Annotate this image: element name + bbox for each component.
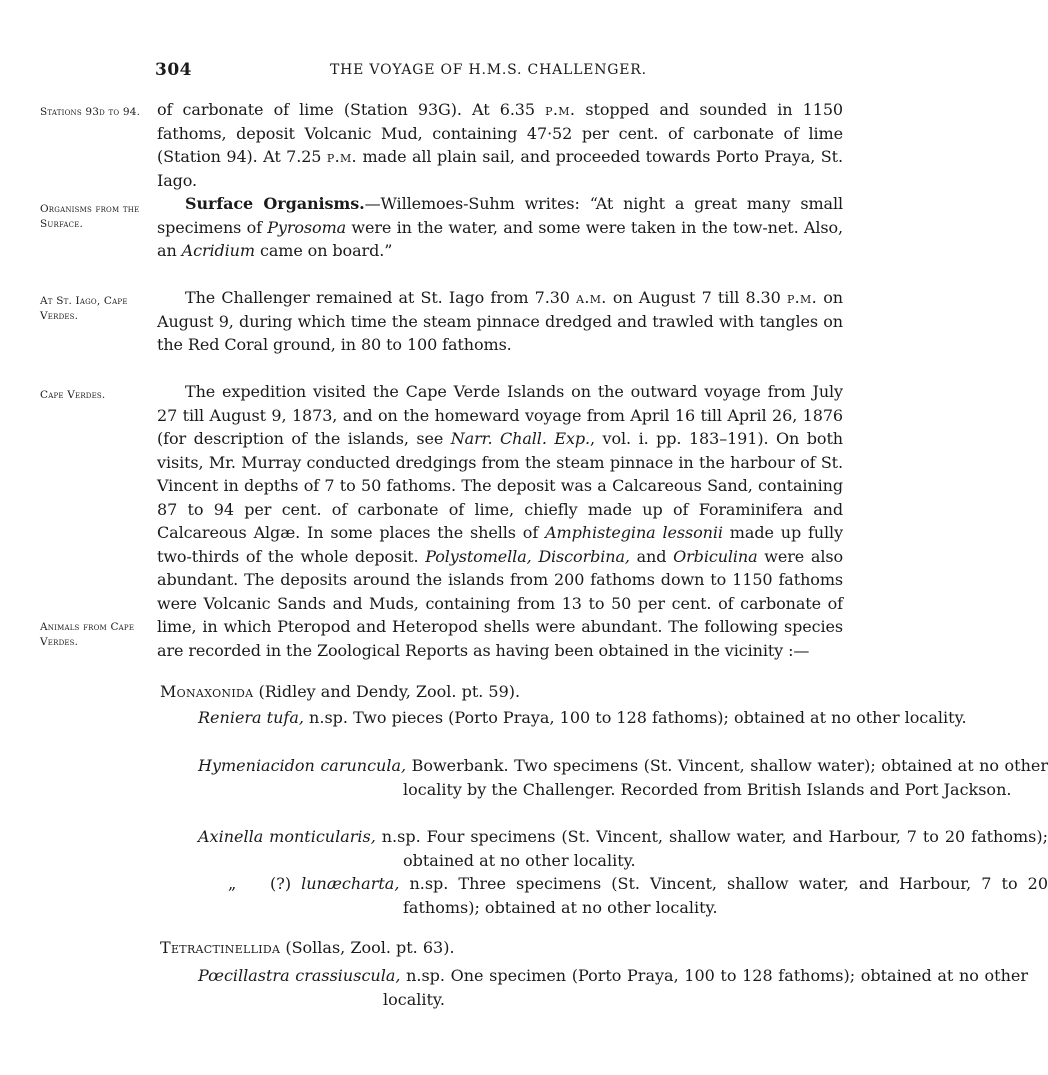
paragraph-cape-verdes: The expedition visited the Cape Verde Islands on the outward voyage from July 27 till August 9, 1873, and on the homeward voyage from April 16 till April 26, 1876 (for description of the islands, see Narr. Chall. Exp., vol. i. pp. 183–191). On both visits, Mr. Murray conducted dredgings from the steam pinnace in the harbour of St. Vincent in depths of 7 to 50 fathoms. The deposit was a Calcareous Sand, containing 87 to 94 per cent. of carbonate of lime, chiefly made up of Foraminifera and Calcareous Algæ. In some places the shells of Amphistegina lessonii made up fully two-thirds of the whole deposit. Polystomella, Discorbina, and Orbiculina were also abundant. The deposits around the islands from 200 fathoms down to 1150 fathoms were Volcanic Sands and Muds, containing from 13 to 50 per cent. of carbonate of lime, in which Pteropod and Heteropod shells were abundant. The following species are recorded in the Zoological Reports as having been obtained in the vicinity :— — [157, 382, 844, 660]
species-entry: Axinella monticularis, n.sp. Four specimens (St. Vincent, shallow water, and Harbour, 7 to 20 fathoms); obtained at no other locality. — [198, 827, 1048, 870]
section-heading: Surface Organisms. — [185, 194, 365, 213]
running-title: THE VOYAGE OF H.M.S. CHALLENGER. — [330, 62, 647, 78]
margin-note-st-iago: At St. Iago, Cape Verdes. — [40, 295, 128, 322]
margin-note-stations: Stations 93d to 94. — [40, 106, 141, 118]
page-number: 304 — [155, 60, 192, 80]
paragraph-stations: of carbonate of lime (Station 93G). At 6.35 p.m. stopped and sounded in 1150 fathoms, deposit Volcanic Mud, containing 47·52 per cent. of carbonate of lime (Station 94). At 7.25 p.m. made all plain sail, and proceeded towards Porto Praya, St. Iago. — [157, 100, 843, 190]
margin-note-animals: Animals from Cape Verdes. — [40, 621, 135, 648]
group-heading-tetractinellida: Tetractinellida (Sollas, Zool. pt. 63). — [160, 938, 455, 957]
species-entry: Reniera tufa, n.sp. Two pieces (Porto Praya, 100 to 128 fathoms); obtained at no other locality. — [198, 708, 967, 727]
margin-note-cape-verdes: Cape Verdes. — [40, 389, 106, 401]
paragraph-st-iago: The Challenger remained at St. Iago from 7.30 a.m. on August 7 till 8.30 p.m. on August 9, during which time the steam pinnace dredged and trawled with tangles on the Red Coral ground, in 80 to 100 fathoms. — [157, 288, 843, 354]
species-entry: „ (?) lunæcharta, n.sp. Three specimens (St. Vincent, shallow water, and Harbour, 7 to 20 fathoms); obtained at no other locality. — [198, 872, 1048, 919]
ditto-mark: „ — [228, 874, 237, 893]
paragraph-surface-organisms: Surface Organisms.—Willemoes-Suhm writes: “At night a great many small specimens of Pyrosoma were in the water, and some were taken in the tow-net. Also, an Acridium came on board.” — [157, 194, 843, 260]
species-entry: Pœcillastra crassiuscula, n.sp. One specimen (Porto Praya, 100 to 128 fathoms); obtained at no other locality. — [198, 966, 1028, 1009]
margin-note-organisms: Organisms from the Surface. — [40, 203, 140, 230]
species-entry: Hymeniacidon caruncula, Bowerbank. Two specimens (St. Vincent, shallow water); obtained at no other locality by the Challenger. Recorded from British Islands and Port Jackson. — [198, 756, 1048, 799]
group-heading-monaxonida: Monaxonida (Ridley and Dendy, Zool. pt. 59). — [160, 682, 521, 701]
